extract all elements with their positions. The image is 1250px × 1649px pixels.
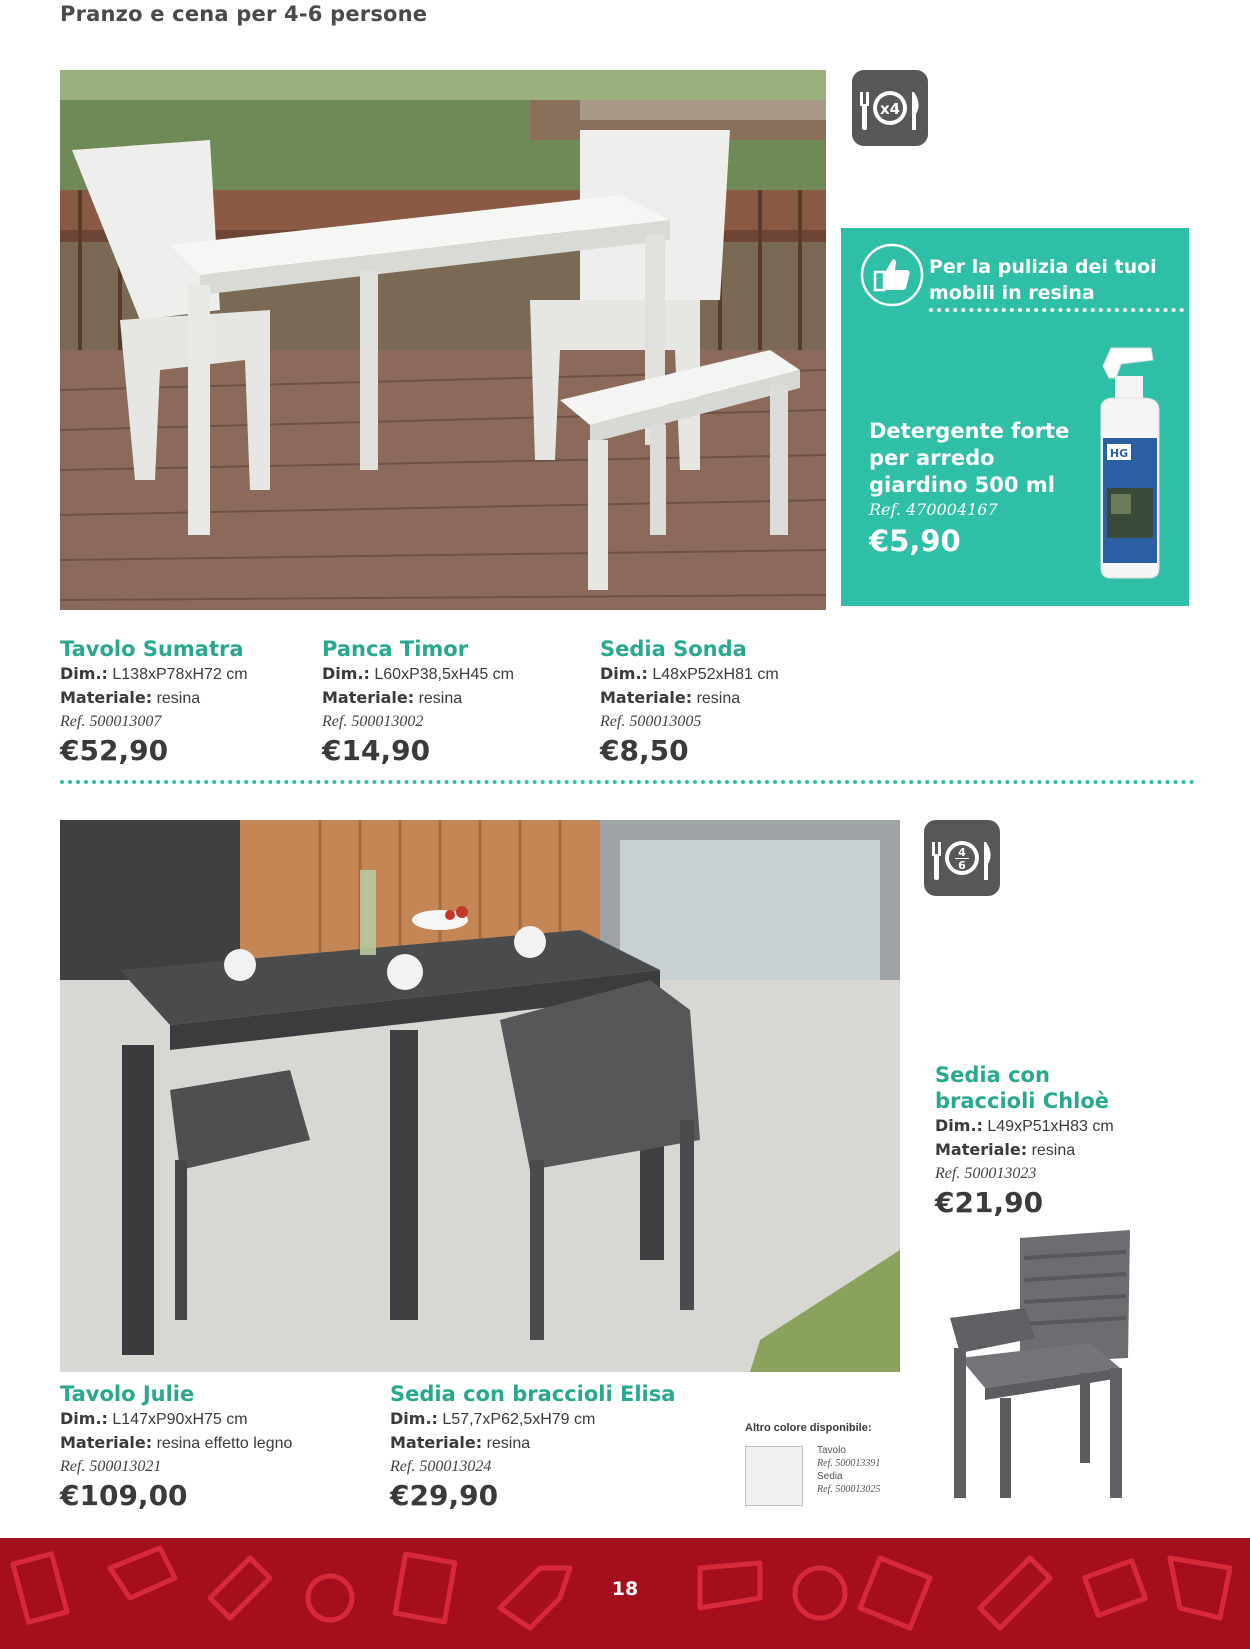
material-label: Materiale: [935,1140,1028,1159]
section-divider [60,780,1195,784]
page-number: 18 [611,1578,639,1600]
product-ref: Ref. 500013024 [390,1458,492,1475]
material-label: Materiale: [60,688,153,707]
dim-label: Dim.: [935,1116,983,1135]
product-price: €109,00 [60,1479,188,1512]
product-tavolo-julie [60,1381,292,1514]
product-sedia-sonda [600,636,779,769]
photo-white-dining-set [60,70,826,610]
product-sedia-elisa [390,1381,675,1514]
alt-chair-ref: Ref. 500013025 [817,1484,881,1495]
material-label: Materiale: [600,688,693,707]
product-name: Sedia con braccioli Chloè [935,1063,1110,1113]
white-color-swatch [745,1446,803,1506]
spray-bottle-image [1081,338,1181,588]
product-dimensions: L49xP51xH83 cm [987,1118,1114,1135]
alt-table-label: Tavolo [817,1445,846,1456]
promo-divider [929,308,1184,312]
footer-band [0,1538,1250,1649]
material-label: Materiale: [60,1433,153,1452]
product-ref: Ref. 500013021 [60,1458,162,1475]
product-price: €8,50 [600,734,689,767]
dim-label: Dim.: [60,1409,108,1428]
product-tavolo-sumatra [60,636,248,769]
material-label: Materiale: [390,1433,483,1452]
product-panca-timor [322,636,514,769]
product-price: €29,90 [390,1479,499,1512]
product-dimensions: L57,7xP62,5xH79 cm [442,1411,596,1428]
promo-ref: Ref. 470004167 [869,500,998,519]
product-material: resina [418,690,463,707]
product-name: Sedia con braccioli Elisa [390,1382,676,1406]
page-title: Pranzo e cena per 4-6 persone [60,2,428,26]
product-name: Sedia Sonda [600,637,747,661]
product-price: €14,90 [322,734,431,767]
product-name: Panca Timor [322,637,469,661]
badge-count: x4 [879,100,901,118]
product-material: resina [486,1435,531,1452]
photo-dark-dining-set [60,820,900,1372]
photo-chloe-chair [940,1228,1140,1508]
promo-cleaner-box [841,228,1189,606]
dim-label: Dim.: [390,1409,438,1428]
bottle-brand: HG [1109,447,1129,460]
product-dimensions: L60xP38,5xH45 cm [374,666,515,683]
dim-label: Dim.: [600,664,648,683]
material-label: Materiale: [322,688,415,707]
product-material: resina effetto legno [156,1435,293,1452]
promo-heading: Per la pulizia dei tuoi mobili in resina [929,256,1157,304]
product-ref: Ref. 500013007 [60,713,162,730]
product-price: €21,90 [935,1186,1044,1219]
thumbs-up-icon [859,242,925,308]
alt-color-box [745,1422,915,1512]
product-ref: Ref. 500013002 [322,713,424,730]
seating-badge-4-6 [924,820,1000,896]
promo-title: Detergente forte per arredo giardino 500 ml [869,419,1070,497]
product-ref: Ref. 500013005 [600,713,702,730]
product-sedia-chloe [935,1062,1155,1221]
alt-chair-label: Sedia [817,1471,843,1482]
alt-color-label: Altro colore disponibile: [745,1422,872,1434]
product-material: resina [156,690,201,707]
product-material: resina [696,690,741,707]
product-name: Tavolo Julie [60,1382,195,1406]
product-dimensions: L48xP52xH81 cm [652,666,779,683]
badge-denominator: 6 [958,859,966,872]
product-dimensions: L138xP78xH72 cm [112,666,248,683]
product-material: resina [1031,1142,1076,1159]
promo-price: €5,90 [869,524,961,558]
product-dimensions: L147xP90xH75 cm [112,1411,248,1428]
product-ref: Ref. 500013023 [935,1165,1037,1182]
product-name: Tavolo Sumatra [60,637,244,661]
seating-badge-4 [852,70,928,146]
badge-numerator: 4 [958,846,966,859]
alt-table-ref: Ref. 500013391 [817,1458,881,1469]
product-price: €52,90 [60,734,169,767]
dim-label: Dim.: [60,664,108,683]
dim-label: Dim.: [322,664,370,683]
